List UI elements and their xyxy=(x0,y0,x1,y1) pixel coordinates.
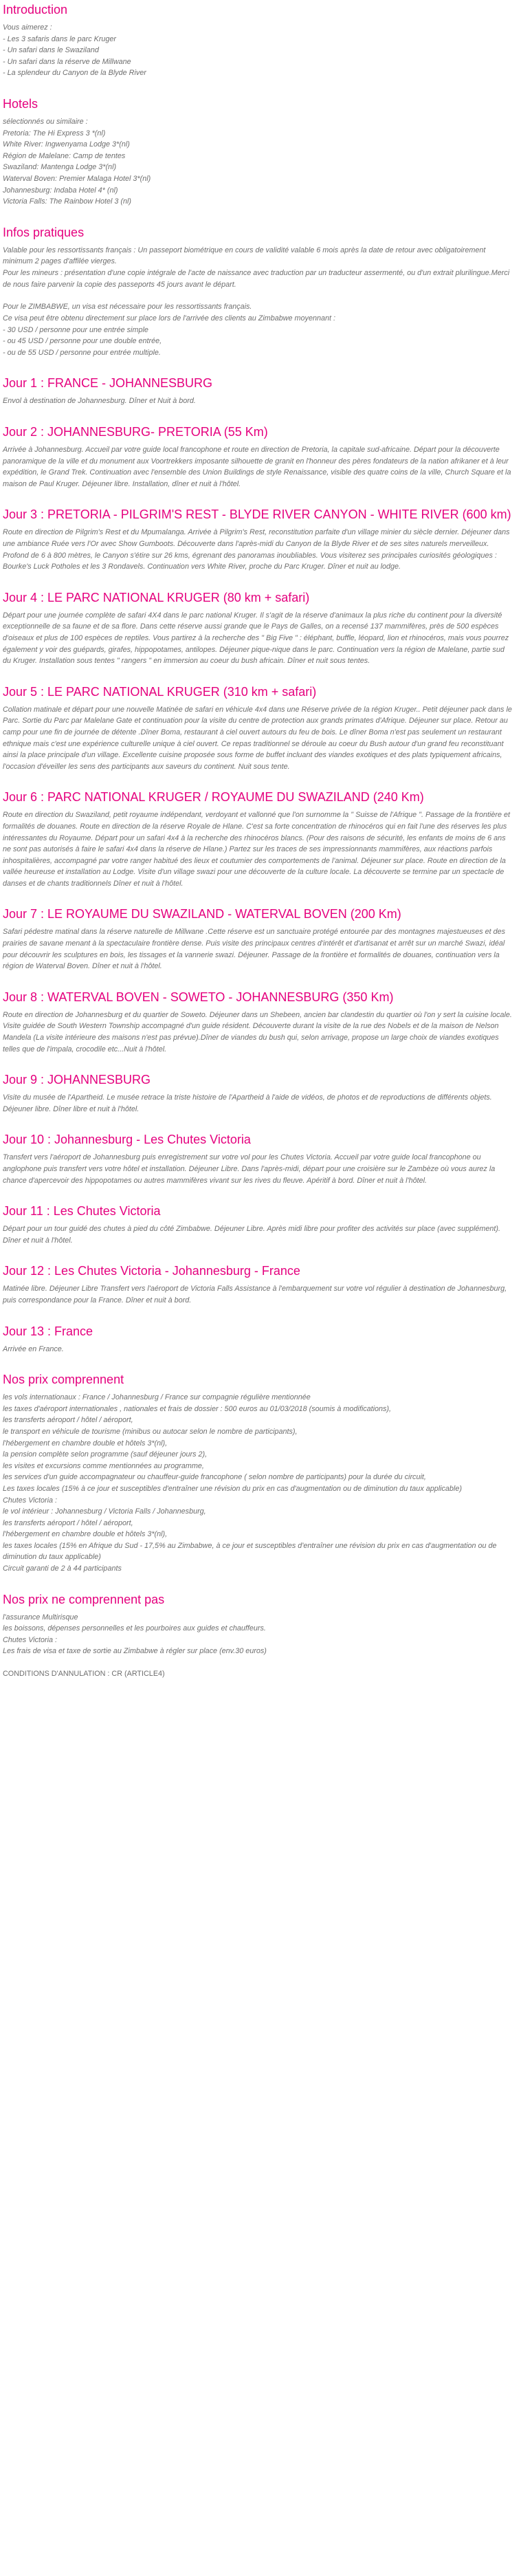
day-8 xyxy=(3,990,514,1055)
info-paragraph: Pour les mineurs : présentation d'une copie intégrale de l'acte de naissance avec traduction par un traducteur assermenté, ou d'un extrait plurilingue.Merci de nous faire parvenir la copie des passeports 45 jours avant le départ. xyxy=(3,268,510,289)
day-3 xyxy=(3,507,514,572)
included-item: les taxes d'aéroport internationales , nationales et frais de dossier : 500 euros au 01/03/2018 (soumis à modifications), xyxy=(3,1404,392,1413)
section-title-prix-comprennent: Nos prix comprennent xyxy=(3,1373,124,1387)
day-description: Route en direction du Swaziland, petit royaume indépendant, verdoyant et vallonné que l'on surnomme la " Suisse de l'Afrique ". Passage de la frontière et formalités de douanes. Route en direction de la réserve Royale de Hlane. C'est sa forte concentration de rhinocéros qui en fait l'une des réserves les plus intéressantes du Royaume. Départ pour un safari 4x4 à la recherche des rhinocéros blancs. (Pour des raisons de sécurité, les enfants de moins de 6 ans ne sont pas autorisés à faire le safari 4x4 dans la réserve de Hlane.) Partez sur les traces de ses impressionnants mammifères, aux réactions parfois inhospitalières, accompagné par votre ranger habitué des lieux et coutumier des comportements de l'animal. Déjeuner sur place. Route en direction de la vallée heureuse et installation au Lodge. Visite d'un village swazi pour une découverte de la culture locale. La découverte se termine par un spectacle de danses et de chants traditionnels Dîner et nuit à l'hôtel. xyxy=(3,811,511,888)
info-paragraph: Valable pour les ressortissants français : Un passeport biométrique en cours de validité valable 6 mois après la date de retour avec obligatoirement minimum 2 pages d'affilée vierges. xyxy=(3,245,486,266)
day-description: Route en direction de Pilgrim's Rest et du Mpumalanga. Arrivée à Pilgrim's Rest, reconstitution parfaite d'un village minier du siècle dernier. Déjeuner dans une ambiance Ruée vers l'Or avec Show Gumboots. Découverte dans l'après-midi du Canyon de la Blyde River et de ses sites naturels merveilleux. Profond de 6 à 800 mètres, le Canyon s'étire sur 26 kms, égrenant des panoramas inoubliables. Vous visiterez ses principales curiosités géologiques : Bourke's Luck Potholes et les 3 Rondavels. Continuation vers White River, proche du Parc Kruger. Dîner et nuit au lodge. xyxy=(3,528,510,571)
day-description: Départ pour une journée complète de safari 4X4 dans le parc national Kruger. Il s'agit de la réserve d'animaux la plus riche du continent pour la diversité exceptionnelle de sa faune et de sa flore. Dans cette réserve aussi grande que le Pays de Galles, on a recensé 137 mammifères, près de 500 espèces d'oiseaux et plus de 100 espèces de reptiles. Vous partirez à la recherche des " Big Five " : éléphant, buffle, léopard, lion et rhinocéros, mais vous pourrez également y voir des guépards, girafes, hippopotames, antilopes. Déjeuner pique-nique dans le parc. Continuation vers la région de Malelane, partie sud du Kruger. Installation sous tentes " rangers " en immersion au coeur du bush africain. Dîner et nuit sous tentes. xyxy=(3,611,509,666)
hotel-line: White River: Ingwenyama Lodge 3*(nl) xyxy=(3,140,130,149)
cancellation-conditions: CONDITIONS D'ANNULATION : CR (ARTICLE4) xyxy=(3,1670,165,1679)
day-description: Arrivée en France. xyxy=(3,1344,64,1353)
day-4 xyxy=(3,591,514,667)
info-paragraph: - 30 USD / personne pour une entrée simple xyxy=(3,325,148,334)
section-hotels xyxy=(3,97,514,208)
day-title: Jour 8 : WATERVAL BOVEN - SOWETO - JOHANNESBURG (350 Km) xyxy=(3,990,394,1004)
hotel-line: sélectionnés ou similaire : xyxy=(3,117,88,126)
included-item: le transport en véhicule de tourisme (minibus ou autocar selon le nombre de participants), xyxy=(3,1427,298,1436)
hotel-line: Victoria Falls: The Rainbow Hotel 3 (nl) xyxy=(3,197,132,206)
intro-line: - Un safari dans la réserve de Millwane xyxy=(3,57,131,66)
hotel-line: Swaziland: Mantenga Lodge 3*(nl) xyxy=(3,163,117,172)
spacer xyxy=(3,290,514,301)
day-title: Jour 6 : PARC NATIONAL KRUGER / ROYAUME DU SWAZILAND (240 Km) xyxy=(3,790,424,805)
included-item: les vols internationaux : France / Johannesburg / France sur compagnie régulière mentionnée xyxy=(3,1393,311,1402)
excluded-item: Chutes Victoria : xyxy=(3,1635,58,1644)
intro-line: Vous aimerez : xyxy=(3,23,52,32)
included-item: les visites et excursions comme mentionnées au programme, xyxy=(3,1461,204,1470)
excluded-item: l'assurance Multirisque xyxy=(3,1613,78,1622)
day-title: Jour 9 : JOHANNESBURG xyxy=(3,1073,151,1087)
day-11 xyxy=(3,1204,514,1246)
section-prix-ne-comprennent xyxy=(3,1593,514,1657)
included-item: Les taxes locales (15% à ce jour et susceptibles d'entraîner une révision du prix en cas d'augmentation ou de diminution du taux applicable) xyxy=(3,1484,462,1493)
day-title: Jour 4 : LE PARC NATIONAL KRUGER (80 km + safari) xyxy=(3,590,310,604)
excluded-item: Les frais de visa et taxe de sortie au Zimbabwe à régler sur place (env.30 euros) xyxy=(3,1647,267,1656)
intro-line: - Un safari dans le Swaziland xyxy=(3,46,99,55)
day-description: Départ pour un tour guidé des chutes à pied du côté Zimbabwe. Déjeuner Libre. Après midi libre pour profiter des activités sur place (avec supplément). Dîner et nuit à l'hôtel. xyxy=(3,1225,500,1245)
day-description: Safari pédestre matinal dans la réserve naturelle de Millwane .Cette réserve est un sanctuaire protégé entourée par des montagnes majestueuses et des prairies de savane menant à la spectaculaire frontière dense. Puis visite des principaux centres d'intérêt et d'artisanat et arrêt sur un marché Swazi, idéal pour découvrir les sculptures en bois, les tissages et la vannerie swazi. Déjeuner. Passage de la frontière et formalités de douanes, continuation vers la région de Waterval Boven. Dîner et nuit à l'hôtel. xyxy=(3,928,506,971)
excluded-item: les boissons, dépenses personnelles et les pourboires aux guides et chauffeurs. xyxy=(3,1624,266,1633)
included-item: les transferts aéroport / hôtel / aéroport, xyxy=(3,1518,133,1527)
day-title: Jour 11 : Les Chutes Victoria xyxy=(3,1204,161,1219)
day-9 xyxy=(3,1073,514,1115)
day-description: Arrivée à Johannesburg. Accueil par votre guide local francophone et route en direction de Pretoria, la capitale sud-africaine. Départ pour la découverte panoramique de la ville et du monument aux Voortrekkers imposante silhouette de granit en l'honneur des pères fondateurs de la nation afrikaner et à leur expédition, le Grand Trek. Continuation avec l'ensemble des Union Buildings de style Renaissance, visible des quatre coins de la ville, Church Square et la maison de Paul Kruger. Déjeuner libre. Installation, dîner et nuit à l'hôtel. xyxy=(3,446,511,488)
hotel-line: Johannesburg: Indaba Hotel 4* (nl) xyxy=(3,186,118,195)
info-paragraph: - ou 45 USD / personne pour une double entrée, xyxy=(3,337,162,346)
section-title-prix-ne-comprennent: Nos prix ne comprennent pas xyxy=(3,1592,165,1606)
info-paragraph: Pour le ZIMBABWE, un visa est nécessaire pour les ressortissants français. xyxy=(3,303,252,312)
section-title-infos: Infos pratiques xyxy=(3,225,85,239)
intro-line: - Les 3 safaris dans le parc Kruger xyxy=(3,34,117,43)
included-item: les services d'un guide accompagnateur ou chauffeur-guide francophone ( selon nombre de participants) pour la durée du circuit, xyxy=(3,1473,426,1482)
section-title-hotels: Hotels xyxy=(3,96,38,111)
day-title: Jour 3 : PRETORIA - PILGRIM'S REST - BLYDE RIVER CANYON - WHITE RIVER (600 km) xyxy=(3,507,511,522)
day-6 xyxy=(3,790,514,889)
day-title: Jour 7 : LE ROYAUME DU SWAZILAND - WATERVAL BOVEN (200 Km) xyxy=(3,907,401,921)
included-item: l'hébergement en chambre double et hôtels 3*(nl), xyxy=(3,1439,168,1448)
included-item: les taxes locales (15% en Afrique du Sud - 17,5% au Zimbabwe, à ce jour et susceptibles d'entraîner une révision du prix en cas d'augmentation ou de diminution du taux applicable) xyxy=(3,1541,497,1562)
day-title: Jour 5 : LE PARC NATIONAL KRUGER (310 km + safari) xyxy=(3,684,317,699)
day-description: Matinée libre. Déjeuner Libre Transfert vers l'aéroport de Victoria Falls Assistance à l'embarquement sur votre vol régulier à destination de Johannesburg, puis correspondance pour la France. Dîner et nuit à bord. xyxy=(3,1285,507,1305)
day-title: Jour 2 : JOHANNESBURG- PRETORIA (55 Km) xyxy=(3,425,268,439)
included-item: la pension complète selon programme (sauf déjeuner jours 2), xyxy=(3,1450,208,1459)
included-item: l'hébergement en chambre double et hôtels 3*(nl), xyxy=(3,1530,168,1539)
day-2 xyxy=(3,425,514,490)
day-title: Jour 10 : Johannesburg - Les Chutes Victoria xyxy=(3,1133,251,1147)
day-13 xyxy=(3,1324,514,1355)
day-description: Transfert vers l'aéroport de Johannesburg puis enregistrement sur votre vol pour les Chutes Victoria. Accueil par votre guide local francophone ou anglophone puis transfert vers votre hôtel et installation. Déjeuner Libre. Dans l'après-midi, départ pour une croisière sur le Zambèze où vous aurez la chance d'apercevoir des hippopotames ou autres mammifères vivant sur les rives du fleuve. Apéritif à bord. Dîner et nuit à l'hôtel. xyxy=(3,1153,496,1185)
day-12 xyxy=(3,1264,514,1306)
day-10 xyxy=(3,1133,514,1186)
section-title-introduction: Introduction xyxy=(3,3,68,17)
included-item: les transferts aéroport / hôtel / aéroport, xyxy=(3,1416,133,1425)
day-description: Route en direction de Johannesburg et du quartier de Soweto. Déjeuner dans un Shebeen, ancien bar clandestin du quartier où l'on y sert la cuisine locale. Visite guidée de South Western Township accompagné d'un guide résident. Découverte durant la visite de la rue des Nobels et de la maison de Nelson Mandela (La visite intérieure des maisons n'est pas prévue).Dîner de viandes du bush qui, selon arrivage, propose un large choix de viandes exotiques telles que de l'impala, crocodile etc...Nuit à l'hôtel. xyxy=(3,1010,512,1054)
included-item: Chutes Victoria : xyxy=(3,1496,58,1505)
hotel-line: Waterval Boven: Premier Malaga Hotel 3*(nl) xyxy=(3,174,151,183)
info-paragraph: Ce visa peut être obtenu directement sur place lors de l'arrivée des clients au Zimbabwe moyennant : xyxy=(3,314,335,323)
day-title: Jour 12 : Les Chutes Victoria - Johannesburg - France xyxy=(3,1264,300,1278)
day-description: Visite du musée de l'Apartheid. Le musée retrace la triste histoire de l'Apartheid à l'aide de vidéos, de photos et de reproductions de différents objets. Déjeuner libre. Dîner libre et nuit à l'hôtel. xyxy=(3,1093,492,1113)
info-paragraph: - ou de 55 USD / personne pour entrée multiple. xyxy=(3,348,161,357)
section-infos-pratiques xyxy=(3,226,514,359)
day-description: Collation matinale et départ pour une nouvelle Matinée de safari en véhicule 4x4 dans une Réserve privée de la région Kruger.. Petit déjeuner pack dans le Parc. Sortie du Parc par Malelane Gate et continuation pour la visite du centre de protection aux grands primates d'Afrique. Déjeuner sur place. Retour au camp pour une fin de journée de détente .Dîner Boma, restaurant à ciel ouvert autours du feu de bois. Le dîner Boma n'est pas seulement un restaurant ethnique mais c'est une expérience culturelle unique à ciel ouvert. Ce repas traditionnel se déroule au coeur du Bush autour d'un grand feu reconstituant ainsi la place principale d'un village. Excellente cuisine proposée sous forme de buffet incluant des viandes exotiques et des plats typiquement africains, l'occasion d'éveiller les sens des participants aux saveurs du continent. Nuit sous tente. xyxy=(3,705,512,771)
included-item: le vol intérieur : Johannesburg / Victoria Falls / Johannesburg, xyxy=(3,1507,206,1516)
day-title: Jour 13 : France xyxy=(3,1324,93,1338)
section-prix-comprennent xyxy=(3,1373,514,1575)
day-5 xyxy=(3,685,514,773)
day-title: Jour 1 : FRANCE - JOHANNESBURG xyxy=(3,376,213,391)
hotel-line: Région de Malelane: Camp de tentes xyxy=(3,151,126,160)
hotel-line: Pretoria: The Hi Express 3 *(nl) xyxy=(3,129,106,138)
day-description: Envol à destination de Johannesburg. Dîner et Nuit à bord. xyxy=(3,397,196,406)
intro-line: - La splendeur du Canyon de la Blyde River xyxy=(3,69,146,78)
day-1 xyxy=(3,376,514,407)
section-introduction xyxy=(3,3,514,79)
included-item: Circuit garanti de 2 à 44 participants xyxy=(3,1564,122,1573)
day-7 xyxy=(3,907,514,972)
